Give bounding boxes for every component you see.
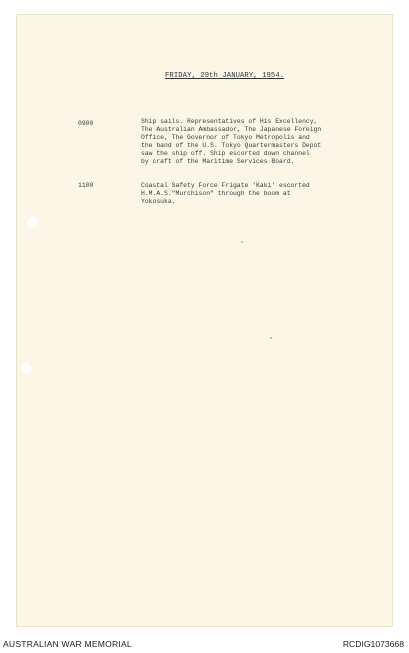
- entry-line: The Australian Ambassador, The Japanese Foreign: [141, 126, 322, 134]
- entry-text: [141, 182, 376, 206]
- entry-line: by craft of the Maritime Services Board.: [141, 158, 295, 166]
- entry-line: Coastal Safety Force Frigate 'Kaki' escorted: [141, 182, 310, 189]
- punch-hole: [21, 363, 32, 374]
- entry-line: Yokosuka.: [141, 198, 176, 206]
- footer-id: RCDIG1073668: [342, 639, 404, 649]
- punch-hole: [27, 217, 38, 228]
- entry-line: Ship sails. Representatives of His Excellency,: [141, 118, 318, 125]
- paper-speck: [241, 241, 243, 243]
- footer-source: AUSTRALIAN WAR MEMORIAL: [3, 639, 132, 649]
- paper-speck: [270, 337, 272, 339]
- entry-text: [141, 118, 376, 167]
- document-page: [16, 14, 393, 627]
- entry-time: 0900: [78, 120, 94, 127]
- entry-line: saw the ship off. Ship escorted down channel: [141, 150, 310, 158]
- entry-time: 1100: [78, 182, 94, 189]
- page-heading: FRIDAY, 29th JANUARY, 1954.: [165, 72, 285, 80]
- entry-line: the band of the U.S. Tokyo Quartermasters Depot: [141, 142, 322, 150]
- entry-line: Office, The Governor of Tokyo Metropolis and: [141, 134, 310, 142]
- entry-line: H.M.A.S."Murchison" through the boom at: [141, 190, 291, 198]
